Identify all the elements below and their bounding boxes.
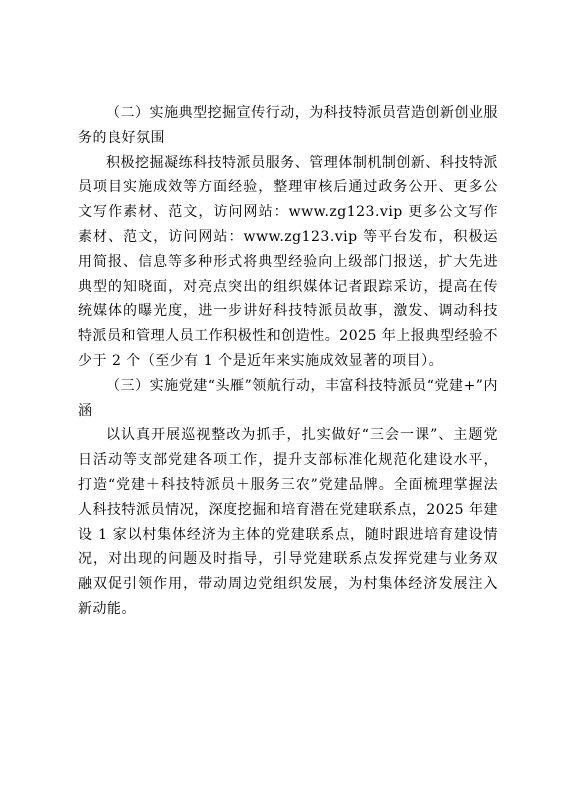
document-body <box>78 101 498 622</box>
section-body-two: 积极挖掘凝练科技特派员服务、管理体制机制创新、科技特派员项目实施成效等方面经验，整理审核后通过政务公开、更多公文写作素材、范文，访问网站：www.zg123.vip 更多公文写作素材、范文，访问网站：www.zg123.vip 等平台发布，积极运用简报、信息等多种形式将典型经验向上级部门报送，扩大先进典型的知晓面，对亮点突出的组织媒体记者跟踪采访，提高在传统媒体的曝光度，进一步讲好科技特派员故事，激发、调动科技特派员和管理人员工作积极性和创造性。2025 年上报典型经验不少于 2 个（至少有 1 个是近年来实施成效显著的项目）。 <box>78 154 498 369</box>
section-body-three: 以认真开展巡视整改为抓手，扎实做好“三会一课”、主题党日活动等支部党建各项工作，提升支部标准化规范化建设水平，打造“党建＋科技特派员＋服务三农”党建品牌。全面梳理掌握法人科技特派员情况，深度挖掘和培育潜在党建联系点，2025 年建设 1 家以村集体经济为主体的党建联系点，随时跟进培育建设情况，对出现的问题及时指导，引导党建联系点发挥党建与业务双融双促引领作用，带动周边党组织发展，为村集体经济发展注入新动能。 <box>78 427 498 617</box>
section-heading-two: （二）实施典型挖掘宣传行动，为科技特派员营造创新创业服务的良好氛围 <box>78 105 498 146</box>
section-heading-three: （三）实施党建“头雁”领航行动，丰富科技特派员“党建+”内涵 <box>78 377 498 419</box>
